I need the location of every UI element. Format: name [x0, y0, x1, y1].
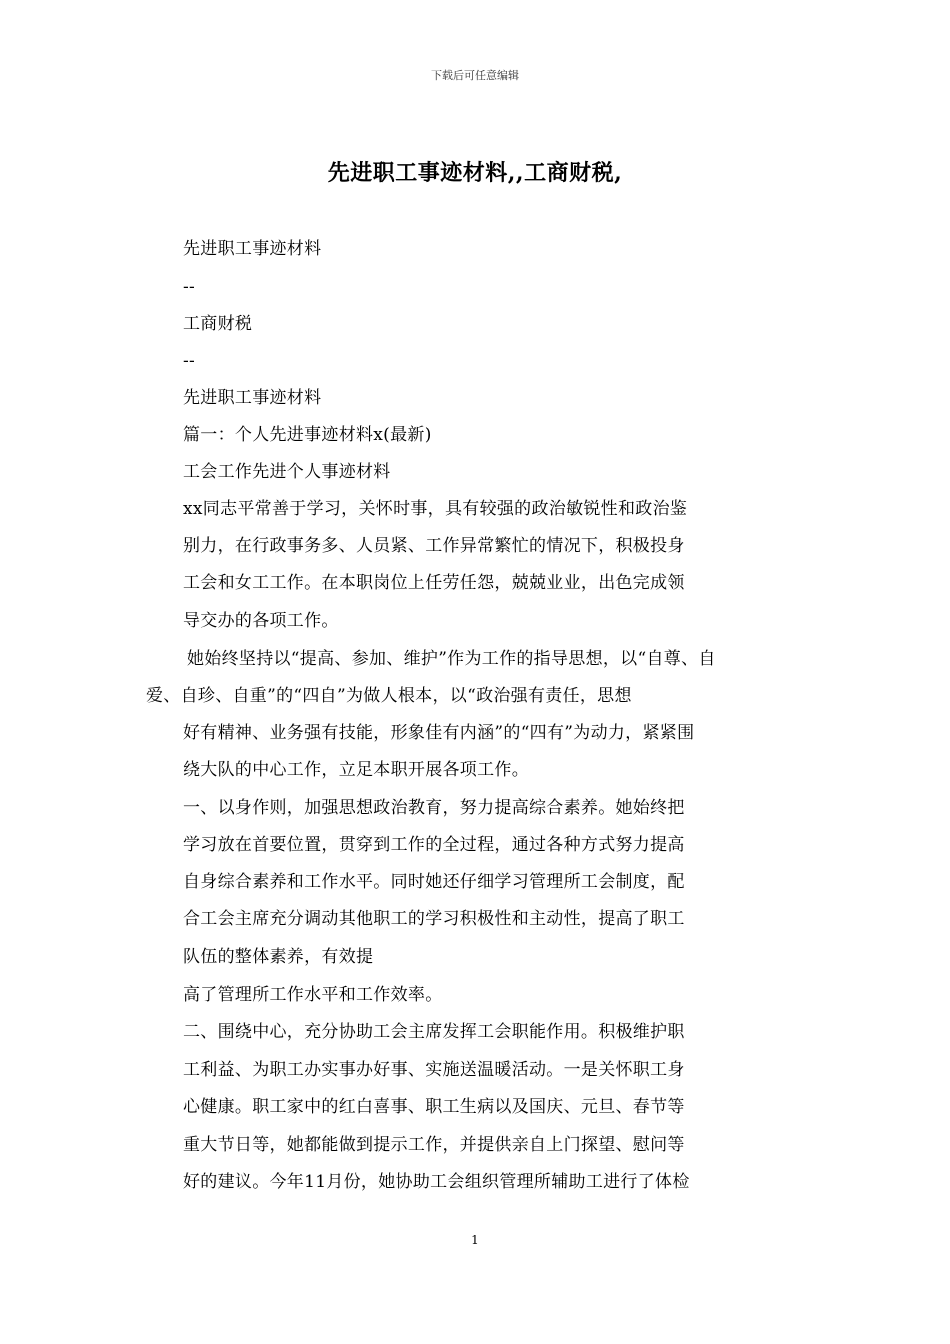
body-line: 高了管理所工作水平和工作效率。 [183, 985, 443, 1005]
body-line: 先进职工事迹材料 [183, 239, 322, 259]
body-line: 工利益、为职工办实事办好事、实施送温暖活动。一是关怀职工身 [183, 1060, 685, 1080]
body-line: 别力，在行政事务多、人员紧、工作异常繁忙的情况下，积极投身 [183, 536, 685, 556]
header-note: 下载后可任意编辑 [431, 69, 519, 82]
page-number: 1 [471, 1233, 479, 1247]
body-line: 自身综合素养和工作水平。同时她还仔细学习管理所工会制度，配 [183, 872, 685, 892]
body-line: 合工会主席充分调动其他职工的学习积极性和主动性，提高了职工 [183, 909, 685, 929]
body-line: 工会和女工工作。在本职岗位上任劳任怨，兢兢业业，出色完成领 [183, 573, 685, 593]
body-line: 工会工作先进个人事迹材料 [183, 462, 391, 482]
body-line: 学习放在首要位置，贯穿到工作的全过程，通过各种方式努力提高 [183, 835, 685, 855]
body-line: 她始终坚持以“提高、参加、维护”作为工作的指导思想，以“自尊、自 [187, 649, 716, 669]
body-line: -- [183, 277, 196, 297]
body-line: xx同志平常善于学习，关怀时事，具有较强的政治敏锐性和政治鉴 [183, 499, 688, 519]
body-line: 重大节日等，她都能做到提示工作，并提供亲自上门探望、慰问等 [183, 1135, 685, 1155]
document-title: 先进职工事迹材料,,工商财税, [327, 160, 623, 186]
body-line: 绕大队的中心工作，立足本职开展各项工作。 [183, 760, 529, 780]
body-line: 心健康。职工家中的红白喜事、职工生病以及国庆、元旦、春节等 [183, 1097, 685, 1117]
body-line: 一、以身作则，加强思想政治教育，努力提高综合素养。她始终把 [183, 798, 685, 818]
body-line: 好的建议。今年11月份，她协助工会组织管理所辅助工进行了体检 [183, 1172, 690, 1192]
body-line: 爱、自珍、自重”的“四自”为做人根本，以“政治强有责任，思想 [146, 686, 632, 706]
body-line: 篇一：个人先进事迹材料x(最新) [183, 425, 432, 445]
body-line: 好有精神、业务强有技能，形象佳有内涵”的“四有”为动力，紧紧围 [183, 723, 695, 743]
body-line: 队伍的整体素养，有效提 [183, 947, 374, 967]
body-line: 工商财税 [183, 314, 253, 334]
body-line: 二、围绕中心，充分协助工会主席发挥工会职能作用。积极维护职 [183, 1022, 685, 1042]
body-line: 先进职工事迹材料 [183, 388, 322, 408]
body-line: 导交办的各项工作。 [183, 611, 339, 631]
body-line: -- [183, 351, 196, 371]
